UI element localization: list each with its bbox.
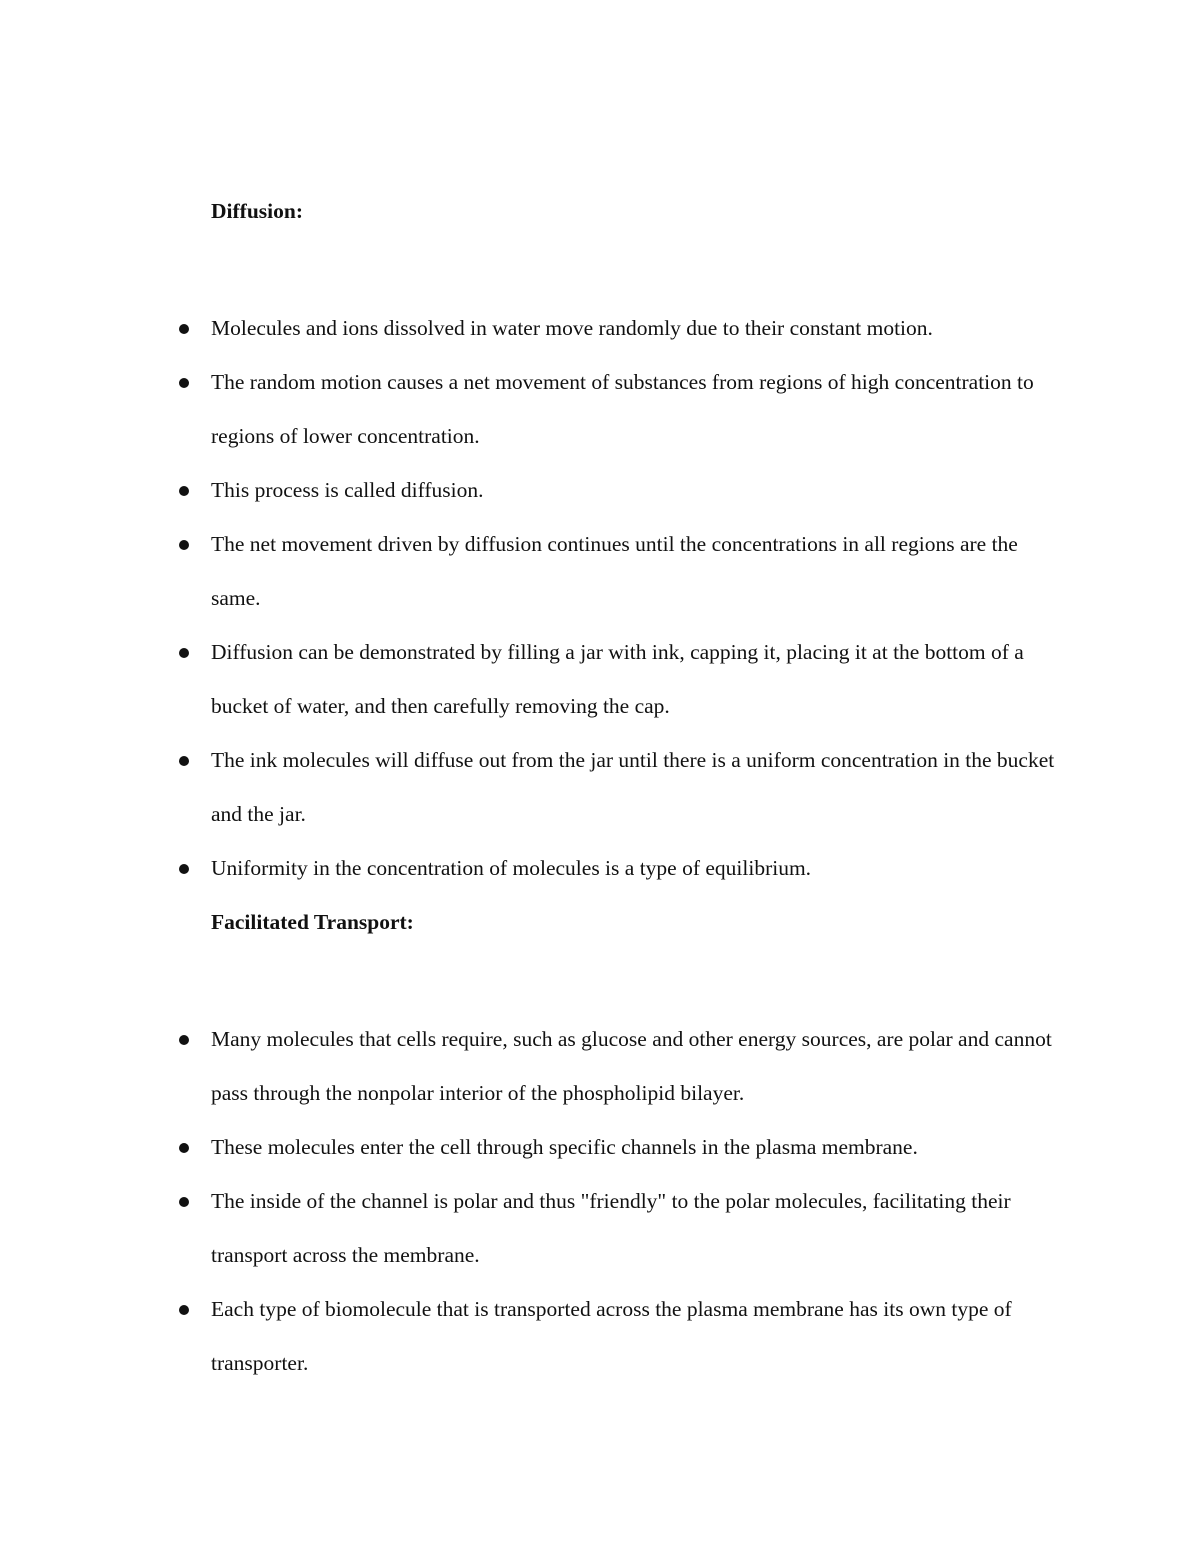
bullet-icon — [179, 1197, 189, 1207]
list-item-text: The net movement driven by diffusion continues until the concentrations in all regions are the same. — [211, 532, 1018, 610]
bullet-icon — [179, 1035, 189, 1045]
list-item-text: Diffusion can be demonstrated by filling a jar with ink, capping it, placing it at the bottom of a bucket of water, and then carefully removing the cap. — [211, 640, 1024, 718]
list-item — [211, 625, 1071, 733]
bullet-icon — [179, 378, 189, 388]
section-heading-facilitated-transport: Facilitated Transport: — [211, 910, 414, 934]
bullet-icon — [179, 756, 189, 766]
list-item — [211, 301, 1071, 355]
facilitated-transport-bullet-list — [211, 1012, 1071, 1390]
list-item-text: The ink molecules will diffuse out from the jar until there is a uniform concentration in the bucket and the jar. — [211, 748, 1055, 826]
list-item — [211, 1282, 1071, 1390]
list-item-text: The inside of the channel is polar and thus "friendly" to the polar molecules, facilitating their transport across the membrane. — [211, 1189, 1011, 1267]
diffusion-bullet-list — [211, 301, 1071, 895]
section-heading-diffusion: Diffusion: — [211, 199, 303, 223]
list-item-text: This process is called diffusion. — [211, 478, 484, 502]
list-item — [211, 733, 1071, 841]
list-item — [211, 1012, 1071, 1120]
list-item-text: Uniformity in the concentration of molecules is a type of equilibrium. — [211, 856, 812, 880]
list-item — [211, 1174, 1071, 1282]
list-item — [211, 841, 1071, 895]
bullet-icon — [179, 1143, 189, 1153]
list-item-text: These molecules enter the cell through specific channels in the plasma membrane. — [211, 1135, 918, 1159]
bullet-icon — [179, 324, 189, 334]
bullet-icon — [179, 864, 189, 874]
list-item-text: Each type of biomolecule that is transported across the plasma membrane has its own type of transporter. — [211, 1297, 1012, 1375]
list-item — [211, 517, 1071, 625]
list-item-text: The random motion causes a net movement of substances from regions of high concentration to regions of lower concentration. — [211, 370, 1034, 448]
bullet-icon — [179, 540, 189, 550]
list-item-text: Many molecules that cells require, such as glucose and other energy sources, are polar and cannot pass through the nonpolar interior of the phospholipid bilayer. — [211, 1027, 1052, 1105]
list-item-text: Molecules and ions dissolved in water move randomly due to their constant motion. — [211, 316, 933, 340]
bullet-icon — [179, 486, 189, 496]
document-body — [211, 193, 1071, 1390]
bullet-icon — [179, 1305, 189, 1315]
list-item — [211, 1120, 1071, 1174]
list-item — [211, 463, 1071, 517]
list-item — [211, 355, 1071, 463]
bullet-icon — [179, 648, 189, 658]
